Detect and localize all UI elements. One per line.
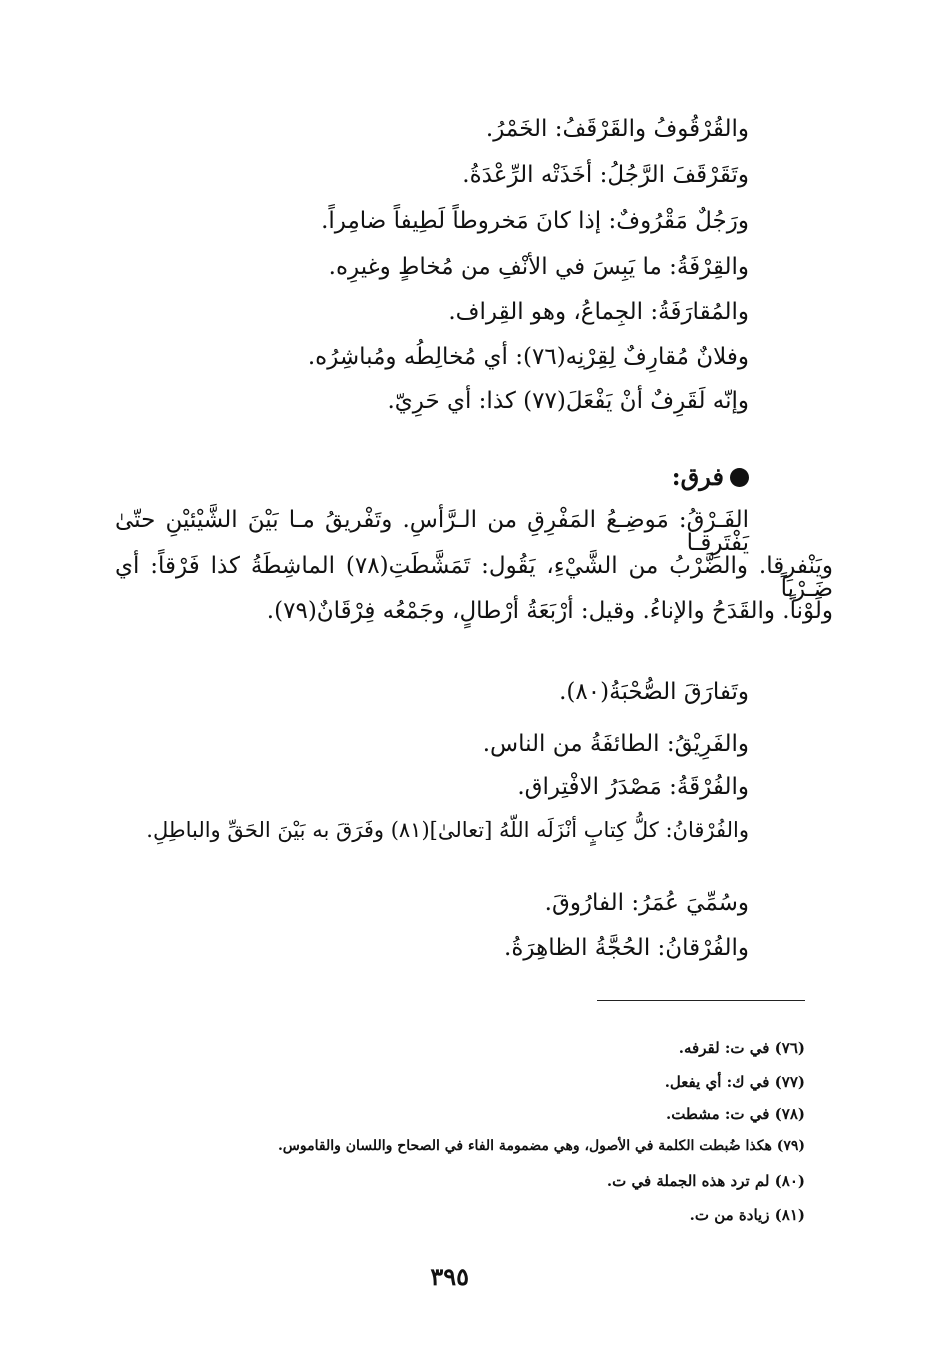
paragraph-line: ويَنْفرِقا. والضَّرْبُ من الشَّيْءِ، يَقُول: تَمَشَّطَتِ(٧٨) الماشِطَةُ كذا فَرْقاً: أي ضَـرْباً <box>115 553 833 602</box>
page-number: ٣٩٥ <box>430 1262 469 1291</box>
footnote: (٨٠) لم ترد هذه الجملة في ت. <box>606 1172 805 1190</box>
footnote-separator <box>597 1000 805 1001</box>
entry-line: والقُرْقُوفُ والقَرْقَفُ: الخَمْرُ. <box>485 116 749 142</box>
footnote: (٧٦) في ت: لقرفه. <box>678 1039 805 1057</box>
entry-line: ورَجُلٌ مَقْرُوفٌ: إذا كانَ مَخروطاً لَطِيفاً ضامِراً. <box>321 208 749 234</box>
entry-line: والفُرْقانُ: كلُّ كِتابٍ أنْزَلَه اللّهُ [تعالىٰ](٨١) وفَرَقَ به بَيْنَ الحَقِّ والباطِلِ. <box>146 818 749 842</box>
entry-line: وفلانٌ مُقارِفٌ لِقِرْنِه(٧٦): أي مُخالِطُه ومُباشِرُه. <box>307 344 749 370</box>
paragraph-line: ولَوْناً. والقَدَحُ والإناءُ. وقيل: أرْبَعَةُ أرْطالٍ، وجَمْعُه فِرْقَانٌ(٧٩). <box>266 598 833 624</box>
footnote: (٧٨) في ت: مشطت. <box>665 1105 805 1123</box>
bullet-icon <box>730 468 749 487</box>
entry-line: وتَفارَقَ الصُّحْبَةُ(٨٠). <box>559 679 749 705</box>
entry-line: وإنّه لَقَرِفٌ أنْ يَفْعَلَ(٧٧) كذا: أي حَرِيّ. <box>387 388 749 414</box>
section-heading <box>671 462 749 491</box>
footnote: (٨١) زيادة من ت. <box>689 1206 805 1224</box>
paragraph-line: الفَـرْقُ: مَوضِـعُ المَفْرِقِ من الـرَّأسِ. وتَفْريقُ مـا بَيْنَ الشَّيْئيْنِ حتّىٰ يَفْتَرِقـا <box>115 507 749 556</box>
entry-line: والفُرْقَةُ: مَصْدَرُ الافْتِراق. <box>517 774 749 800</box>
entry-line: والفَرِيْقُ: الطائفَةُ من الناس. <box>482 731 749 757</box>
entry-line: والقِرْفَةُ: ما يَبِسَ في الأنْفِ من مُخاطٍ وغيرِه. <box>328 254 749 280</box>
entry-line: والمُقارَفَةُ: الجِماعُ، وهو القِراف. <box>448 299 749 325</box>
section-heading-text: فرق: <box>671 462 724 491</box>
footnote: (٧٩) هكذا ضُبطت الكلمة في الأصول، وهي مضمومة الفاء في الصحاح واللسان والقاموس. <box>277 1138 805 1154</box>
entry-line: والفُرْقانُ: الحُجَّةُ الظاهِرَةُ. <box>504 935 749 961</box>
entry-line: وسُمِّيَ عُمَرُ: الفارُوقَ. <box>544 890 749 916</box>
footnote: (٧٧) في ك: أي يفعل. <box>664 1073 805 1091</box>
entry-line: وتَقَرْقَفَ الرَّجُلُ: أخَذَتْه الرِّعْدَةُ. <box>462 162 749 188</box>
